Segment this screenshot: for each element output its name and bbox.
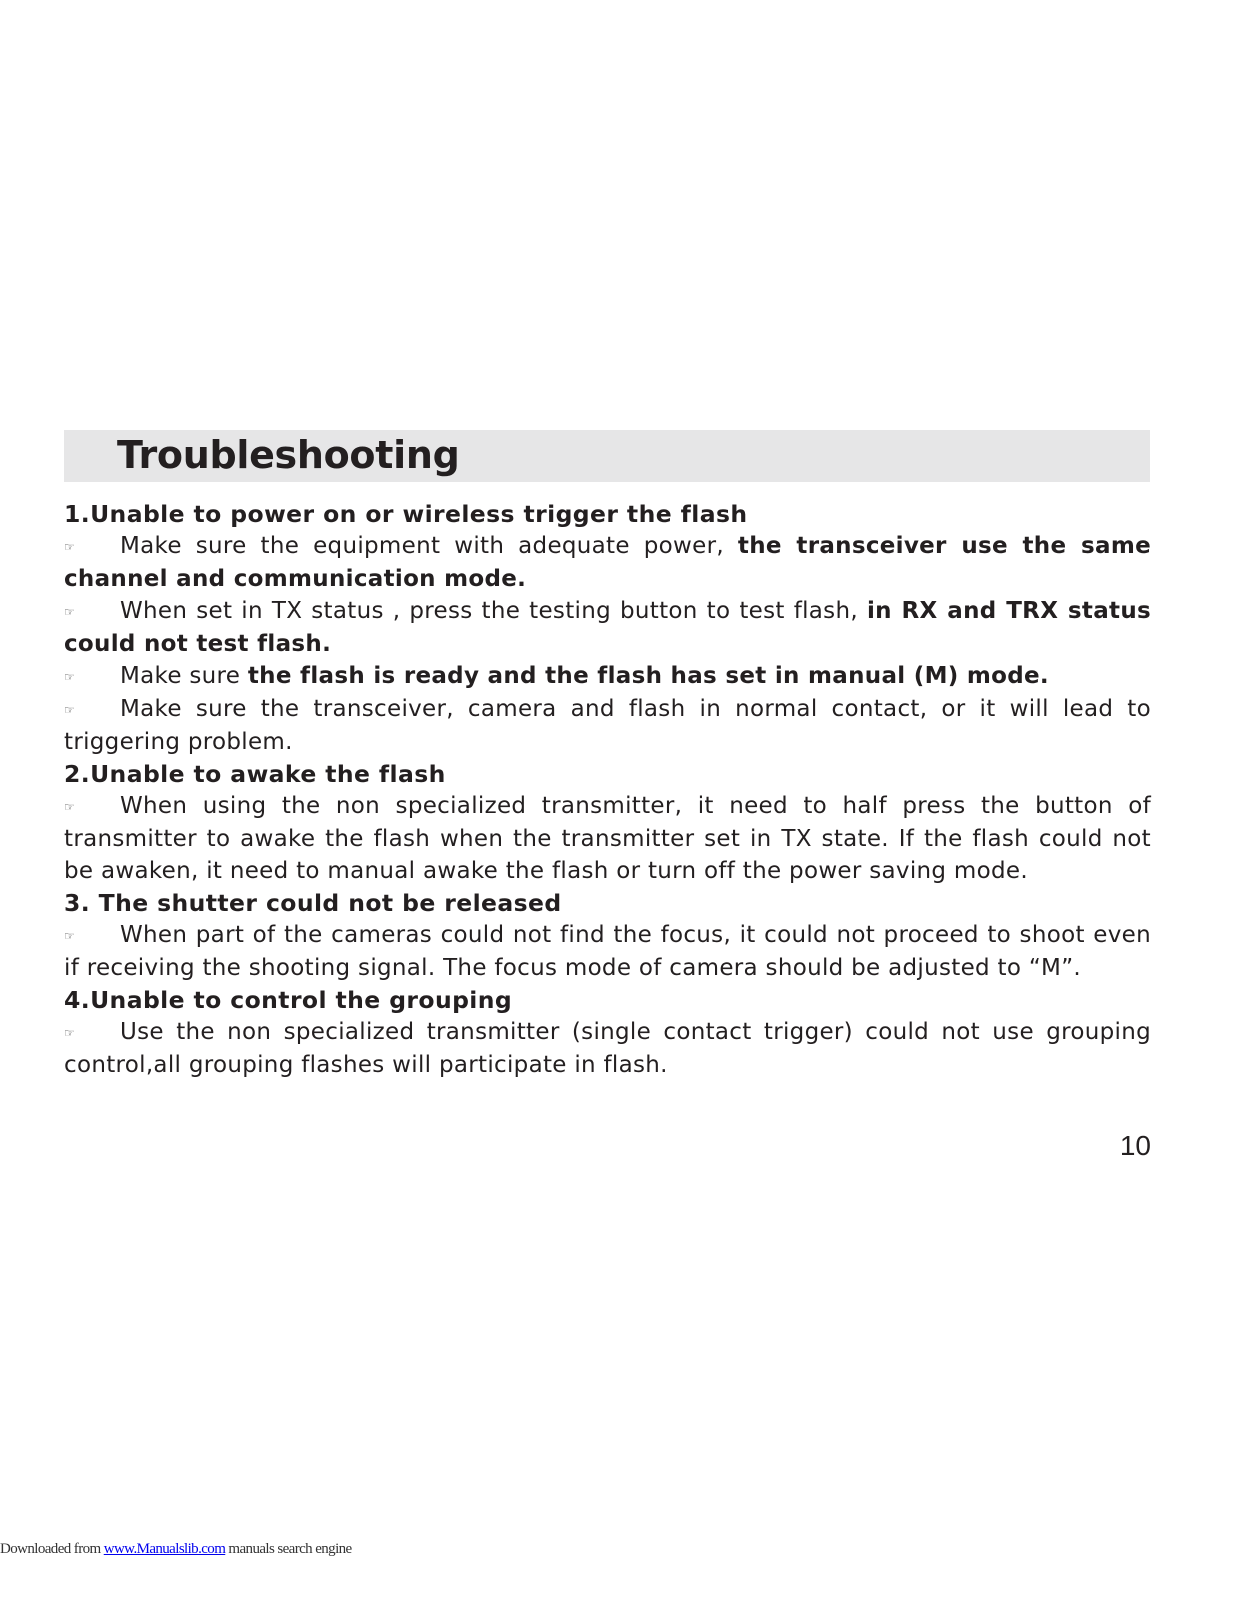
pointing-hand-icon: ☞ — [64, 605, 76, 619]
pointing-hand-icon: ☞ — [64, 670, 76, 684]
pointing-hand-icon: ☞ — [64, 540, 76, 554]
title-bar — [64, 430, 1150, 482]
bullet-item: ☞ Use the non specialized transmitter (single contact trigger) could not use grouping control,all grouping flashes will participate in flash. — [64, 1019, 1151, 1078]
section-heading: 3. The shutter could not be released — [64, 889, 562, 917]
page-title: Troubleshooting — [117, 433, 460, 477]
pointing-hand-icon: ☞ — [64, 1026, 76, 1040]
footer-prefix: Downloaded from — [0, 1541, 104, 1557]
section-heading: 1.Unable to power on or wireless trigger the flash — [64, 500, 748, 528]
bullet-item: ☞ When set in TX status , press the testing button to test flash, in RX and TRX status could not test flash. — [64, 598, 1151, 657]
pointing-hand-icon: ☞ — [64, 703, 76, 717]
bullet-item: ☞ Make sure the flash is ready and the flash has set in manual (M) mode. — [64, 660, 1151, 693]
section-heading: 4.Unable to control the grouping — [64, 986, 513, 1014]
troubleshooting-content — [64, 498, 1151, 1081]
manualslib-link[interactable]: www.Manualslib.com — [103, 1541, 226, 1557]
pointing-hand-icon: ☞ — [64, 800, 76, 814]
page-number: 10 — [1119, 1130, 1151, 1161]
pointing-hand-icon: ☞ — [64, 929, 76, 943]
footer-suffix: manuals search engine — [225, 1541, 352, 1557]
bullet-item: ☞ Make sure the transceiver, camera and flash in normal contact, or it will lead to triggering problem. — [64, 696, 1151, 755]
footer — [0, 1541, 352, 1558]
bullet-item: ☞ When part of the cameras could not find the focus, it could not proceed to shoot even if receiving the shooting signal. The focus mode of camera should be adjusted to “M”. — [64, 922, 1151, 981]
section-heading: 2.Unable to awake the flash — [64, 760, 446, 788]
bullet-item: ☞ Make sure the equipment with adequate power, the transceiver use the same channel and communication mode. — [64, 533, 1151, 592]
bullet-item: ☞ When using the non specialized transmitter, it need to half press the button of transmitter to awake the flash when the transmitter set in TX state. If the flash could not be awaken, it need to manual awake the flash or turn off the power saving mode. — [64, 793, 1151, 884]
